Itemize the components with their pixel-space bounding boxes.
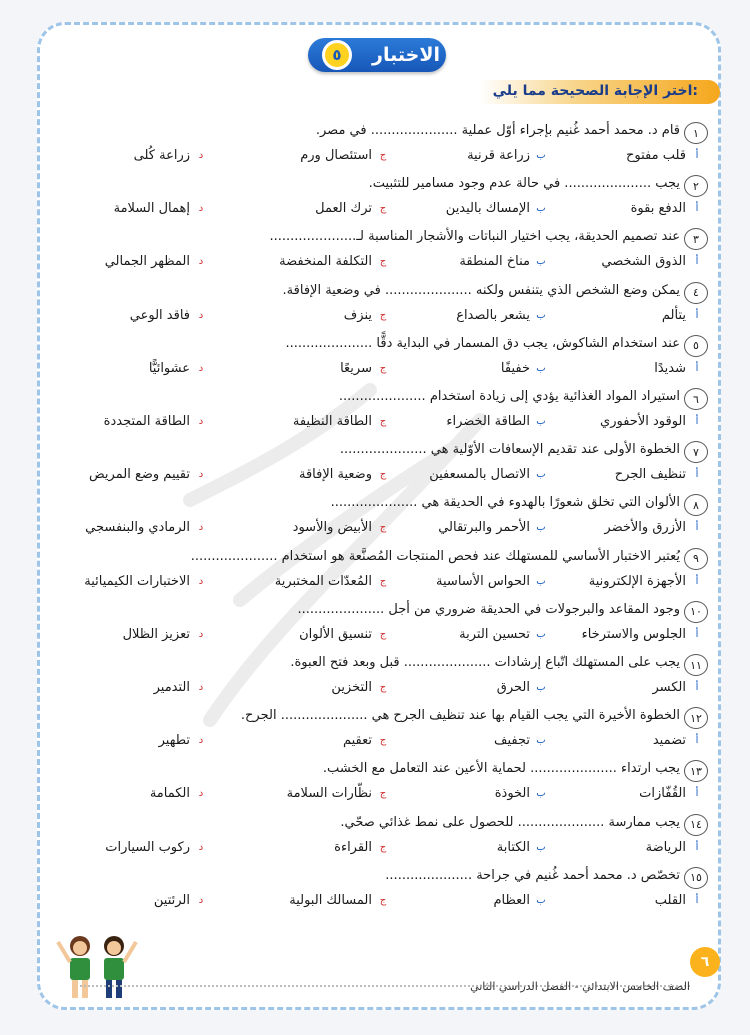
answer-option[interactable] (493, 893, 548, 908)
option-text: يتألم (661, 307, 686, 323)
option-text: نظّارات السلامة (286, 786, 372, 802)
option-letter: أ (695, 309, 699, 321)
question-row (42, 386, 708, 410)
option-text: التدمير (153, 680, 190, 695)
option-text: ينزف (343, 307, 372, 323)
options-row (42, 625, 708, 647)
option-letter: د (198, 628, 204, 640)
option-letter: ب (536, 309, 546, 321)
answer-option[interactable] (105, 840, 208, 855)
answer-option[interactable] (429, 467, 548, 482)
option-text: إهمال السلامة (113, 201, 190, 217)
options-row (42, 252, 708, 274)
answer-option[interactable] (149, 361, 208, 376)
question-row (42, 812, 708, 836)
option-letter: ب (536, 575, 546, 587)
option-letter: ج (379, 841, 387, 853)
option-text: العظام (493, 892, 530, 908)
option-text: تطهير (158, 733, 190, 749)
options-row (42, 412, 708, 434)
answer-option[interactable] (154, 680, 208, 695)
option-letter: د (198, 309, 204, 321)
option-letter: ب (536, 682, 546, 693)
answer-option[interactable] (150, 786, 208, 801)
option-letter: د (198, 788, 204, 800)
option-letter: أ (695, 682, 699, 693)
options-row (42, 891, 708, 913)
answer-option[interactable] (287, 786, 390, 801)
answer-option[interactable] (84, 574, 208, 589)
option-text: الإمساك باليدين (445, 201, 530, 217)
question-row (42, 120, 708, 144)
answer-option[interactable] (331, 680, 390, 695)
options-row (42, 731, 708, 753)
option-letter: أ (695, 788, 699, 800)
question-row (42, 280, 708, 304)
answer-option[interactable] (299, 627, 390, 642)
answer-option[interactable] (501, 361, 548, 376)
option-letter: أ (695, 894, 699, 906)
question-text: يجب على المستهلك اتّباع إرشادات ..................... قبل وبعد فتح العبوة. (290, 655, 680, 670)
question-row (42, 546, 708, 570)
kids-illustration (52, 928, 142, 1008)
option-letter: د (198, 841, 204, 853)
question-row (42, 865, 708, 889)
option-text: الكتابة (496, 839, 530, 855)
option-letter: ب (536, 416, 546, 427)
answer-option[interactable] (589, 574, 704, 589)
question-row (42, 758, 708, 782)
question-row (42, 439, 708, 463)
options-row (42, 465, 708, 487)
option-text: تنسيق الألوان (299, 626, 372, 642)
options-row (42, 784, 708, 806)
option-letter: ب (536, 203, 546, 215)
option-letter: أ (695, 575, 699, 587)
option-letter: ج (379, 416, 387, 427)
option-text: الرياضة (645, 839, 686, 855)
option-text: سريعًا (340, 360, 372, 376)
option-text: التكلفة المنخفضة (279, 254, 372, 270)
answer-option[interactable] (604, 520, 704, 535)
option-text: القلب (654, 892, 686, 908)
option-letter: أ (695, 628, 699, 640)
question-text: وجود المقاعد والبرجولات في الحديقة ضروري من أجل ..................... (297, 601, 680, 617)
answer-option[interactable] (615, 467, 704, 482)
answer-option[interactable] (89, 467, 208, 482)
option-text: تجفيف (494, 733, 530, 749)
instruction-banner (480, 80, 720, 104)
option-text: الأبيض والأسود (292, 520, 372, 536)
answer-option[interactable] (631, 201, 704, 216)
question-text: يجب ..................... في حالة عدم وجود مسامير للتثبيت. (368, 176, 680, 192)
answer-option[interactable] (497, 840, 548, 855)
option-text: الخوذة (494, 786, 530, 802)
answer-option[interactable] (494, 733, 548, 748)
question-text: عند تصميم الحديقة، يجب اختيار النباتات والأشجار المناسبة لـ..................... (269, 229, 680, 245)
option-letter: ج (379, 628, 387, 640)
option-letter: ج (379, 735, 387, 747)
answer-option[interactable] (654, 361, 704, 376)
options-row (42, 838, 708, 860)
option-letter: د (198, 575, 204, 587)
option-letter: ج (379, 309, 387, 321)
option-letter: د (198, 256, 204, 268)
question-row (42, 492, 708, 516)
option-letter: ج (379, 203, 387, 215)
question-row (42, 652, 708, 676)
option-letter: ب (536, 362, 546, 374)
answer-option[interactable] (497, 680, 548, 695)
question-text: يمكن وضع الشخص الذي يتنفس ولكنه ..................... في وضعية الإفاقة. (282, 282, 680, 298)
answer-option[interactable] (459, 627, 548, 642)
question-text: يُعتبر الاختبار الأساسي للمستهلك عند فحص المنتجات المُصنَّعة هو استخدام ..................... (190, 548, 680, 564)
option-letter: أ (695, 256, 699, 268)
question-number: ١ (684, 122, 708, 144)
option-text: مناخ المنطقة (459, 254, 530, 270)
option-letter: أ (695, 203, 699, 215)
answer-option[interactable] (134, 148, 208, 163)
answer-option[interactable] (653, 733, 704, 748)
option-letter: ب (536, 522, 546, 534)
option-text: وضعية الإفاقة (299, 467, 372, 483)
answer-option[interactable] (446, 201, 548, 216)
answer-option[interactable] (293, 520, 390, 535)
option-letter: ج (379, 575, 387, 587)
option-letter: ج (379, 682, 387, 693)
answer-option[interactable] (154, 893, 208, 908)
option-letter: ج (379, 362, 387, 374)
option-letter: أ (695, 150, 699, 161)
answer-option[interactable] (334, 840, 390, 855)
answer-option[interactable] (114, 201, 208, 216)
question-number: ٥ (684, 335, 708, 357)
answer-option[interactable] (626, 148, 704, 163)
option-letter: د (198, 469, 204, 481)
option-text: المُعدّات المختبرية (274, 573, 372, 589)
option-text: تنظيف الجرح (614, 467, 686, 483)
option-letter: ج (379, 150, 387, 161)
answer-option[interactable] (646, 840, 704, 855)
option-text: الطاقة المتجددة (103, 414, 190, 429)
answer-option[interactable] (123, 627, 208, 642)
answer-option[interactable] (446, 414, 548, 429)
option-letter: ب (536, 894, 546, 906)
option-letter: د (198, 522, 204, 534)
option-text: عشوائيًّا (148, 360, 190, 376)
answer-option[interactable] (279, 254, 390, 269)
option-text: الرئتين (153, 892, 190, 908)
answer-option[interactable] (105, 254, 208, 269)
option-text: يشعر بالصداع (456, 307, 530, 323)
option-text: ركوب السيارات (105, 839, 190, 855)
option-letter: د (198, 682, 204, 693)
answer-option[interactable] (300, 148, 390, 163)
option-letter: أ (695, 469, 699, 481)
question-text: قام د. محمد أحمد غُنيم بإجراء أوّل عملية ..................... في مصر. (315, 123, 680, 138)
option-text: الدفع بقوة (630, 201, 686, 217)
question-text: يجب ارتداء ..................... لحماية الأعين عند التعامل مع الخشب. (322, 761, 680, 777)
option-text: المظهر الجمالي (104, 254, 190, 270)
question-number: ١٥ (684, 867, 708, 889)
option-text: الأجهزة الإلكترونية (588, 573, 686, 589)
question-number: ١٢ (684, 707, 708, 729)
option-text: ترك العمل (315, 201, 372, 217)
answer-option[interactable] (467, 148, 548, 163)
answer-option[interactable] (130, 308, 208, 323)
option-letter: د (198, 150, 204, 161)
instruction-text: اختر الإجابة الصحيحة مما يلي: (492, 83, 698, 99)
options-row (42, 306, 708, 328)
option-letter: د (198, 362, 204, 374)
question-number: ٣ (684, 228, 708, 250)
option-letter: د (198, 894, 204, 906)
option-text: الطاقة النظيفة (292, 414, 372, 429)
answer-option[interactable] (299, 467, 390, 482)
option-text: شديدًا (654, 360, 686, 376)
option-text: فاقد الوعي (129, 307, 190, 323)
option-text: تقييم وضع المريض (89, 467, 190, 483)
option-letter: أ (695, 362, 699, 374)
answer-option[interactable] (275, 574, 390, 589)
question-text: الخطوة الأخيرة التي يجب القيام بها عند تنظيف الجرح هي ..................... الجرح. (240, 708, 680, 724)
answer-option[interactable] (85, 520, 208, 535)
option-letter: ب (536, 150, 546, 161)
options-row (42, 678, 708, 700)
question-number: ١٠ (684, 601, 708, 623)
option-letter: د (198, 735, 204, 747)
option-letter: ب (536, 256, 546, 268)
option-letter: ج (379, 522, 387, 534)
option-text: الاتصال بالمسعفين (429, 467, 530, 483)
answer-option[interactable] (601, 254, 704, 269)
option-text: الأحمر والبرتقالي (438, 520, 530, 536)
option-text: الكمامة (149, 786, 190, 802)
option-text: زراعة كُلى (133, 148, 190, 163)
option-letter: أ (695, 841, 699, 853)
option-letter: ب (536, 841, 546, 853)
answer-option[interactable] (159, 733, 208, 748)
option-text: التخزين (331, 680, 372, 695)
answer-option[interactable] (340, 361, 390, 376)
option-letter: ب (536, 735, 546, 747)
option-letter: ج (379, 469, 387, 481)
answer-option[interactable] (456, 308, 548, 323)
question-number: ٦ (684, 388, 708, 410)
options-row (42, 146, 708, 168)
test-title: الاختبار (372, 44, 440, 66)
option-letter: أ (695, 522, 699, 534)
question-number: ١٣ (684, 760, 708, 782)
answer-option[interactable] (662, 308, 704, 323)
option-text: المسالك البولية (289, 892, 372, 908)
option-text: الوقود الأحفوري (600, 414, 686, 429)
option-text: زراعة قرنية (467, 148, 530, 163)
answer-option[interactable] (315, 201, 390, 216)
answer-option[interactable] (495, 786, 548, 801)
option-letter: ب (536, 469, 546, 481)
question-number: ٨ (684, 494, 708, 516)
answer-option[interactable] (343, 733, 390, 748)
question-row (42, 705, 708, 729)
answer-option[interactable] (582, 627, 704, 642)
answer-option[interactable] (600, 414, 704, 429)
question-number: ٢ (684, 175, 708, 197)
question-text: استيراد المواد الغذائية يؤدي إلى زيادة استخدام ..................... (338, 389, 680, 404)
option-letter: ج (379, 256, 387, 268)
question-number: ١١ (684, 654, 708, 676)
option-text: تعزيز الظلال (122, 626, 190, 642)
question-text: تخصّص د. محمد أحمد غُنيم في جراحة ..................... (385, 867, 680, 883)
option-text: الحواس الأساسية (436, 573, 530, 589)
options-row (42, 572, 708, 594)
option-letter: ب (536, 628, 546, 640)
answer-option[interactable] (459, 254, 548, 269)
options-row (42, 359, 708, 381)
question-row (42, 333, 708, 357)
answer-option[interactable] (655, 893, 704, 908)
question-text: يجب ممارسة ..................... للحصول على نمط غذائي صحّي. (340, 814, 680, 830)
question-number: ٤ (684, 282, 708, 304)
option-letter: ج (379, 788, 387, 800)
question-number: ٧ (684, 441, 708, 463)
option-text: القراءة (334, 839, 372, 855)
question-number: ١٤ (684, 814, 708, 836)
option-text: الطاقة الخضراء (446, 414, 530, 429)
option-text: الكسر (652, 680, 686, 695)
option-letter: د (198, 203, 204, 215)
answer-option[interactable] (289, 893, 390, 908)
option-text: الذوق الشخصي (601, 254, 686, 270)
option-letter: د (198, 416, 204, 427)
option-text: الاختبارات الكيميائية (84, 573, 190, 589)
answer-option[interactable] (293, 414, 390, 429)
test-number: ٥ (322, 40, 352, 70)
option-text: خفيفًا (500, 360, 530, 376)
answer-option[interactable] (344, 308, 390, 323)
option-text: تعقيم (342, 733, 372, 749)
option-letter: أ (695, 416, 699, 427)
test-title-badge (308, 38, 446, 72)
answer-option[interactable] (104, 414, 208, 429)
option-text: الرمادي والبنفسجي (85, 520, 190, 536)
question-row (42, 226, 708, 250)
option-letter: أ (695, 735, 699, 747)
answer-option[interactable] (652, 680, 704, 695)
option-text: تحسين التربة (459, 626, 530, 642)
option-text: الجلوس والاسترخاء (581, 626, 686, 642)
option-text: القُفّازات (639, 786, 686, 802)
option-text: الحرق (496, 680, 530, 695)
question-text: الخطوة الأولى عند تقديم الإسعافات الأوّلية هي ..................... (339, 442, 680, 458)
footer-text: الصف الخامس الابتدائي - الفصل الدراسي الثاني (470, 980, 690, 993)
option-text: قلب مفتوح (626, 148, 686, 163)
answer-option[interactable] (639, 786, 704, 801)
options-row (42, 518, 708, 540)
question-row (42, 173, 708, 197)
question-text: الألوان التي تخلق شعورًا بالهدوء في الحديقة هي ..................... (330, 495, 680, 511)
question-number: ٩ (684, 548, 708, 570)
page-number: ٦ (690, 947, 720, 977)
option-text: تضميد (652, 733, 686, 749)
option-letter: ب (536, 788, 546, 800)
answer-option[interactable] (436, 574, 548, 589)
options-row (42, 199, 708, 221)
option-letter: ج (379, 894, 387, 906)
option-text: الأزرق والأخضر (604, 520, 686, 536)
question-text: عند استخدام الشاكوش، يجب دق المسمار في البداية دقًّا ..................... (285, 335, 680, 351)
question-row (42, 599, 708, 623)
answer-option[interactable] (438, 520, 548, 535)
option-text: استئصال ورم (300, 148, 372, 163)
